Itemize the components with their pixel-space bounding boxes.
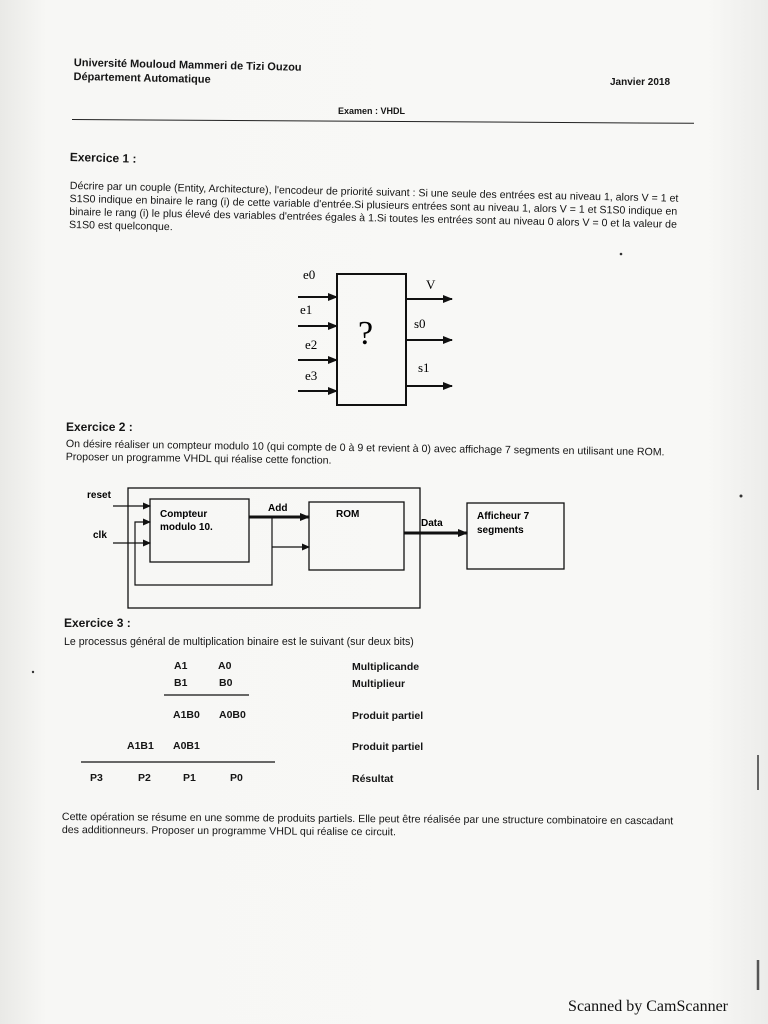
university-name: Université Mouloud Mammeri de Tizi Ouzou (73, 56, 302, 74)
label-e1: e1 (300, 302, 313, 317)
encoder-diagram (298, 267, 452, 405)
cell-p1: P1 (183, 772, 196, 784)
block-question-mark: ? (358, 315, 374, 352)
cell-a1b1: A1B1 (127, 740, 154, 752)
exercise3-intro: Le processus général de multiplication binaire est le suivant (sur deux bits) (64, 636, 414, 648)
label-display-2: segments (477, 525, 524, 536)
counter-diagram (87, 488, 564, 608)
cell-b1: B1 (174, 677, 188, 689)
scan-speck (620, 253, 623, 256)
label-produit-partiel-1: Produit partiel (352, 710, 424, 722)
label-clk: clk (93, 530, 107, 541)
exercise3-conclusion: Cette opération se résume en une somme de produits partiels. Elle peut être réalisée par une structure combinatoire en cascadant des additionneurs. Proposer un programme VHDL qui réalise ce circuit. (61, 811, 674, 839)
exercise3-title: Exercice 3 : (64, 616, 131, 630)
exercise1-title: Exercice 1 : (69, 150, 137, 166)
cell-p0: P0 (230, 772, 243, 784)
label-counter-1: Compteur (160, 509, 208, 520)
exam-title: Examen : VHDL (338, 106, 406, 116)
label-data: Data (421, 518, 443, 529)
label-rom: ROM (336, 509, 360, 520)
cell-a0b0: A0B0 (219, 709, 246, 721)
cell-a1: A1 (174, 660, 188, 672)
label-s0: s0 (414, 316, 426, 331)
label-add: Add (268, 503, 288, 514)
scan-speck (32, 671, 34, 673)
cell-a0b1: A0B1 (173, 740, 200, 752)
scan-speck (740, 495, 743, 498)
label-v: V (426, 277, 436, 292)
cell-a1b0: A1B0 (173, 709, 200, 721)
exercise2-text: On désire réaliser un compteur modulo 10 (qui compte de 0 à 9 et revient à 0) avec affichage 7 segments en utilisant une ROM. Proposer un programme VHDL qui réalise cette fonction. (65, 438, 665, 467)
cell-a0: A0 (218, 660, 232, 672)
label-display-1: Afficheur 7 (477, 511, 530, 522)
exam-date: Janvier 2018 (610, 77, 671, 88)
label-e2: e2 (305, 337, 318, 352)
label-multiplieur: Multiplieur (352, 678, 406, 690)
cell-p2: P2 (138, 772, 151, 784)
label-produit-partiel-2: Produit partiel (352, 741, 424, 753)
label-reset: reset (87, 490, 111, 501)
scanner-watermark: Scanned by CamScanner (568, 998, 728, 1015)
department-name: Département Automatique (73, 70, 211, 86)
label-resultat: Résultat (352, 773, 394, 785)
cell-p3: P3 (90, 772, 103, 784)
label-counter-2: modulo 10. (160, 522, 213, 533)
cell-b0: B0 (219, 677, 233, 689)
label-multiplicande: Multiplicande (352, 661, 420, 673)
label-s1: s1 (418, 360, 430, 375)
label-e3: e3 (305, 368, 318, 383)
exercise2-title: Exercice 2 : (66, 420, 133, 434)
label-e0: e0 (303, 267, 316, 282)
exercise1-text: Décrire par un couple (Entity, Architecture), l'encodeur de priorité suivant : Si une seule des entrées est au niveau 1, alors V = 1 et S1S0 indique en binaire le rang (i) de cette variable d'entrée.Si plusieurs entrées sont au niveau 1, alors V = 1 et S1S0 indique en binaire le rang (i) le plus élevé des variables d'entrées égales à 1.Si toutes les entrées sont au niveau 0 alors V = 0 et la valeur de S1S0 est quelconque. (68, 180, 679, 234)
